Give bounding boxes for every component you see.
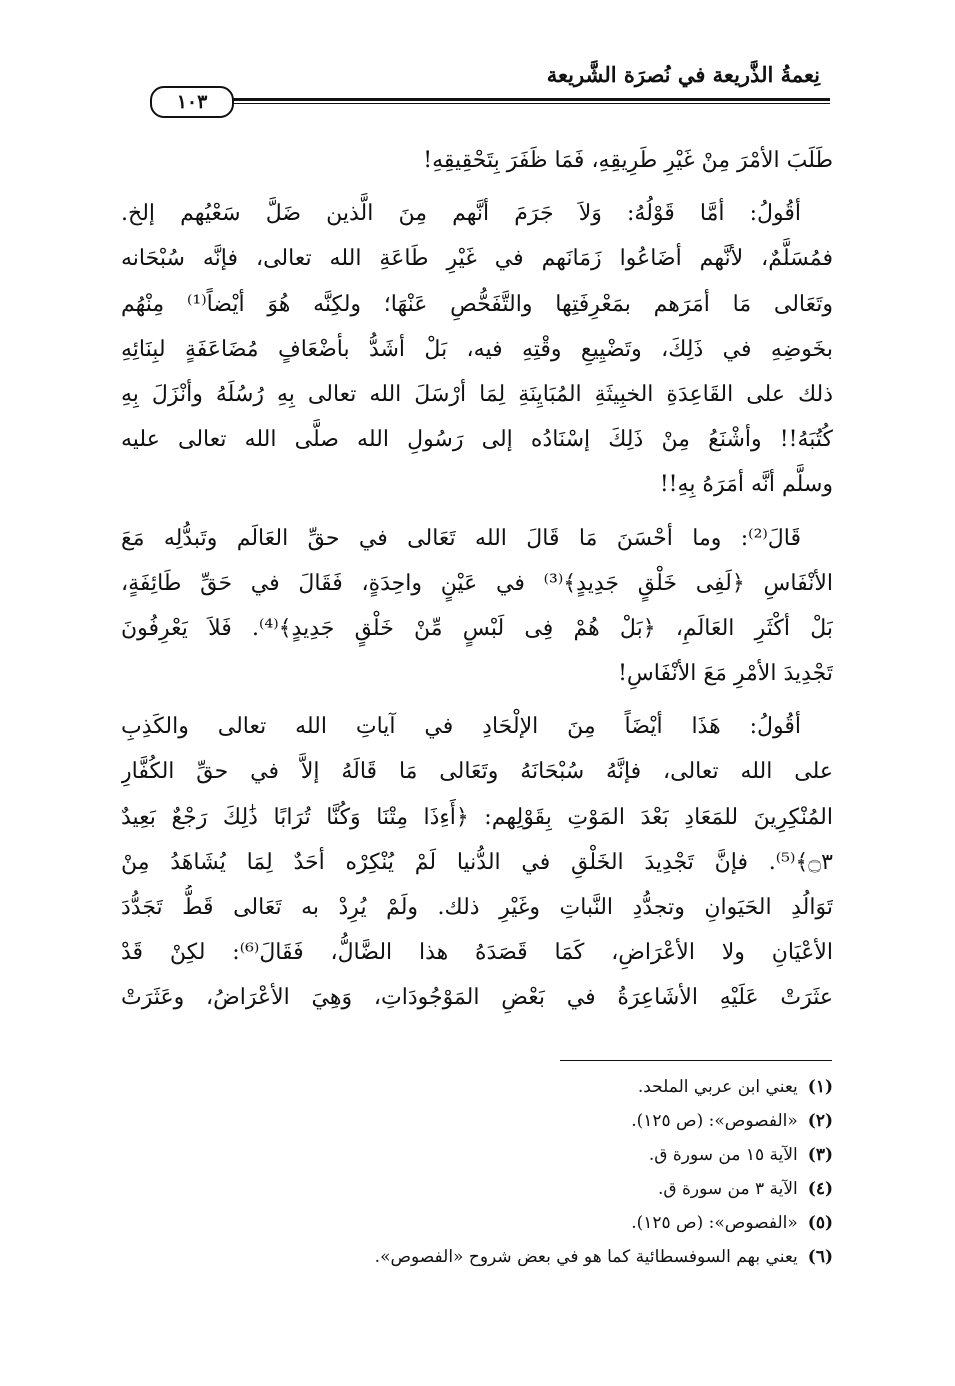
body-line: كُتُبَهُ!! وأشْنَعُ مِنْ ذَلِكَ إسْنَادُه إلى رَسُولِ الله صلَّى الله تعالى عليه xyxy=(121,427,833,453)
body-line: ۝٣﴾⁽⁵⁾. فإنَّ تَجْدِيدَ الخَلْقِ في الدُّنيا لَمْ يُنْكِرْه أحَدٌ لِمَا يُشَاهَدُ مِنْ xyxy=(121,849,833,875)
body-line: أقُولُ: أمَّا قَوْلُهُ: وَلاَ جَرَمَ أنَّهم مِنَ الَّذين ضَلَّ سَعْيُهم إلخ. xyxy=(121,201,801,227)
footnote-text: يعني بهم السوفسطائية كما هو في بعض شروح «الفصوص». xyxy=(374,1247,798,1267)
header-rule-thin xyxy=(228,103,830,104)
footnote xyxy=(121,1206,833,1240)
body-text xyxy=(121,138,833,1021)
body-line: أقُولُ: هَذَا أيْضَاً مِنَ الإلْحَادِ في آياتِ الله تعالى والكَذِبِ xyxy=(121,714,801,740)
footnote-text: الآية ١٥ من سورة ق. xyxy=(648,1145,798,1165)
header-rule-thick xyxy=(228,98,830,101)
body-line: على الله تعالى، فإنَّهُ سُبْحَانَهُ وتَعَالى مَا قَالَهُ إلاَّ في حقِّ الكُفَّارِ xyxy=(121,759,833,785)
footnotes xyxy=(121,1070,833,1274)
footnote-number: (٦) xyxy=(807,1247,833,1267)
body-line: عثَرَتْ عَلَيْهِ الأشَاعِرَةُ في بَعْضِ المَوْجُودَاتِ، وَهِيَ الأعْرَاضُ، وعَثَرَتْ xyxy=(121,985,833,1011)
footnote-text: «الفصوص»: (ص ١٢٥). xyxy=(631,1213,798,1233)
body-line: المُنْكِرِينَ للمَعَادِ بَعْدَ المَوْتِ بِقَوْلِهم: ﴿أَءِذَا مِتْنَا وَكُنَّا تُرَابًا ذَٰلِكَ رَجْعٌ بَعِيدٌ xyxy=(121,804,833,830)
footnote-number: (٤) xyxy=(807,1179,833,1199)
body-line: فمُسَلَّمٌ، لأنَّهم أضَاعُوا زَمَانَهم في غَيْرِ طَاعَةِ الله تعالى، فإنَّه سُبْحَانه xyxy=(121,246,833,272)
body-line: تَجْدِيدَ الأمْرِ مَعَ الأنْفَاسِ! xyxy=(618,661,833,687)
body-line: الأنْفَاسِ ﴿لَفِى خَلْقٍ جَدِيدٍ﴾⁽³⁾ في عَيْنٍ واحِدَةٍ، فَقَالَ في حَقِّ طَائِفَةٍ، xyxy=(121,570,833,596)
body-line: قَالَ⁽²⁾: وما أحْسَنَ مَا قَالَ الله تَعَالى في حقِّ العَالَم وتَبدُّلِه مَعَ xyxy=(121,525,801,551)
footnote xyxy=(121,1172,833,1206)
footnote-text: يعني ابن عربي الملحد. xyxy=(637,1077,798,1097)
page-number: ١٠٣ xyxy=(150,86,234,118)
running-header-title: نِعمةُ الذَّريعة في نُصرَة الشَّريعة xyxy=(546,62,820,87)
footnote xyxy=(121,1104,833,1138)
body-line: بخَوضِهِ في ذَلِكَ، وتَضْيِيعِ وقْتِهِ فيه، بَلْ أشَدُّ بأضْعَافٍ مُضَاعَفَةٍ لبِنَائِهِ xyxy=(121,336,833,362)
footnote xyxy=(121,1138,833,1172)
footnote xyxy=(121,1240,833,1274)
body-line: طَلَبَ الأمْرَ مِنْ غَيْرِ طَرِيقِهِ، فَمَا ظَفَرَ بِتَحْقِيقِهِ! xyxy=(423,148,833,173)
footnote-separator xyxy=(560,1060,832,1061)
body-line: وتَعَالى مَا أمَرَهم بمَعْرِفَتِها والتَّفَحُّصِ عَنْهَا؛ ولكِنَّه هُوَ أيْضاً⁽¹⁾ مِنْهُم xyxy=(121,291,833,317)
footnote-number: (٢) xyxy=(807,1111,833,1131)
footnote-text: «الفصوص»: (ص ١٢٥). xyxy=(631,1111,798,1131)
footnote-text: الآية ٣ من سورة ق. xyxy=(657,1179,798,1199)
footnote xyxy=(121,1070,833,1104)
header-rule xyxy=(138,93,830,109)
body-line: الأعْيَانِ ولا الأعْرَاضِ، كَمَا قَصَدَهُ هذا الضَّالُّ، فَقَالَ⁽⁶⁾: لكِنْ قَدْ xyxy=(121,940,833,966)
body-line: ذلك على القَاعِدَةِ الخبِيثَةِ المُبَايِنَةِ لِمَا أرْسَلَ الله تعالى بِهِ رُسُلَهُ وأنْزَلَ بِهِ xyxy=(121,381,833,407)
body-line: تَوَالُدِ الحَيَوانِ وتجدُّدِ النَّباتِ وغَيْرِ ذلك. ولَمْ يُرِدْ به تَعَالى قَطُّ تَجَدُّدَ xyxy=(121,895,833,920)
footnote-number: (٥) xyxy=(807,1213,833,1233)
body-line: وسلَّم أنَّه أمَرَهُ بِهِ!! xyxy=(659,472,833,498)
body-line: بَلْ أكْثَرِ العَالَمِ، ﴿بَلْ هُمْ فِى لَبْسٍ مِّنْ خَلْقٍ جَدِيدٍ﴾⁽⁴⁾. فَلاَ يَعْرِفُونَ xyxy=(121,615,833,641)
footnote-number: (٣) xyxy=(807,1145,833,1165)
footnote-number: (١) xyxy=(807,1077,833,1097)
